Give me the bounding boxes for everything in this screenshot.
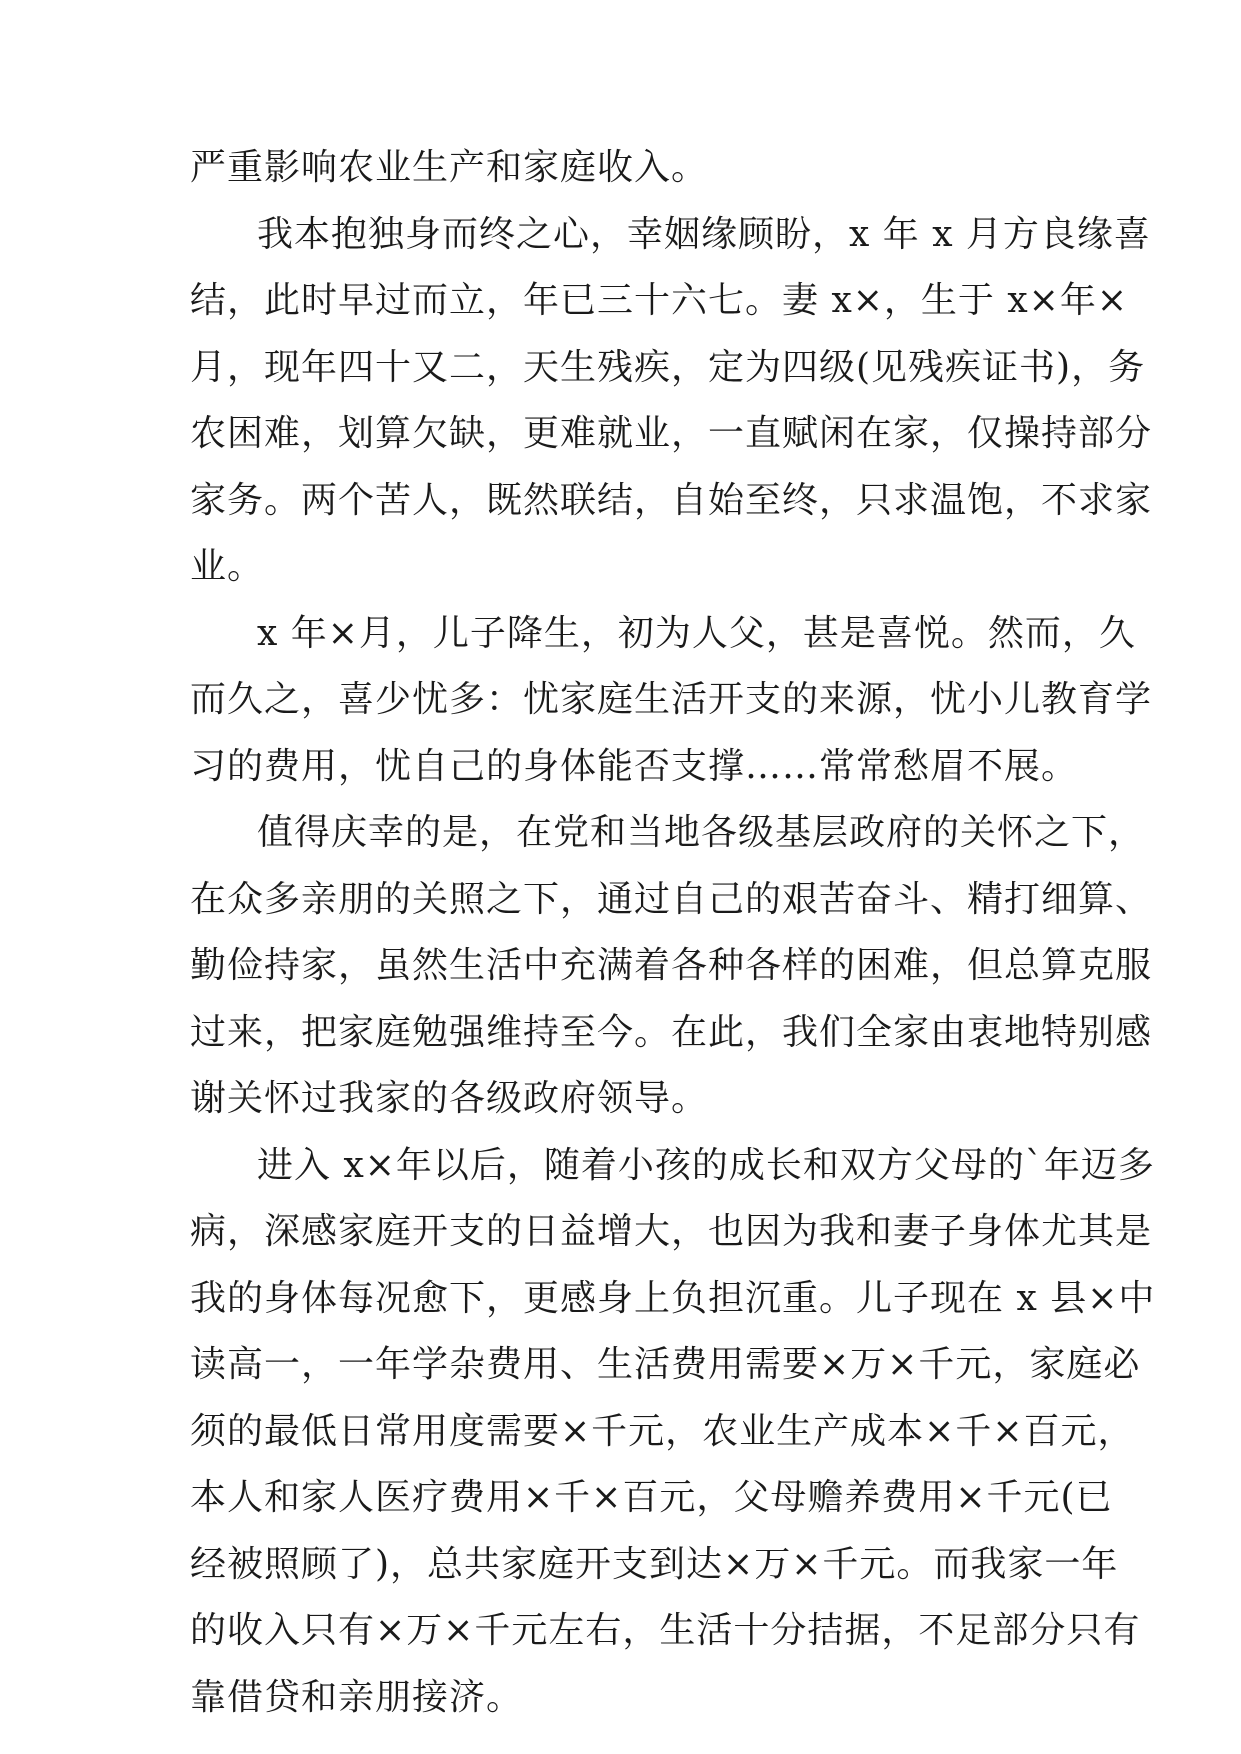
paragraph-first-line: x 年×月，儿子降生，初为人父，甚是喜悦。然而，久 — [257, 613, 1136, 654]
text-line: 病，深感家庭开支的日益增大，也因为我和妻子身体尤其是 — [190, 1211, 1153, 1252]
text-line: 靠借贷和亲朋接济。 — [190, 1677, 524, 1718]
text-line: 月，现年四十又二，天生残疾，定为四级(见残疾证书)，务 — [190, 347, 1146, 388]
text-line: 家务。两个苦人，既然联结，自始至终，只求温饱，不求家 — [190, 480, 1153, 521]
text-line: 本人和家人医疗费用×千×百元，父母赡养费用×千元(已 — [190, 1477, 1113, 1518]
text-line: 经被照顾了)，总共家庭开支到达×万×千元。而我家一年 — [190, 1544, 1119, 1585]
text-line: 过来，把家庭勉强维持至今。在此，我们全家由衷地特别感 — [190, 1012, 1153, 1053]
text-line: 在众多亲朋的关照之下，通过自己的艰苦奋斗、精打细算、 — [190, 879, 1153, 920]
text-line: 读高一，一年学杂费用、生活费用需要×万×千元，家庭必 — [190, 1344, 1141, 1385]
text-line: 严重影响农业生产和家庭收入。 — [190, 147, 709, 188]
paragraph-first-line: 我本抱独身而终之心，幸姻缘顾盼，x 年 x 月方良缘喜 — [257, 214, 1151, 255]
paragraph-first-line: 值得庆幸的是，在党和当地各级基层政府的关怀之下， — [257, 812, 1146, 853]
text-line: 业。 — [190, 546, 265, 587]
text-line: 的收入只有×万×千元左右，生活十分拮据，不足部分只有 — [190, 1610, 1141, 1651]
text-line: 结，此时早过而立，年已三十六七。妻 x×，生于 x×年× — [190, 280, 1128, 321]
text-line: 而久之，喜少忧多：忧家庭生活开支的来源，忧小儿教育学 — [190, 679, 1153, 720]
text-line: 我的身体每况愈下，更感身上负担沉重。儿子现在 x 县×中 — [190, 1278, 1156, 1319]
text-line: 勤俭持家，虽然生活中充满着各种各样的困难，但总算克服 — [190, 945, 1153, 986]
text-line: 习的费用，忧自己的身体能否支撑……常常愁眉不展。 — [190, 746, 1079, 787]
text-line: 农困难，划算欠缺，更难就业，一直赋闲在家，仅操持部分 — [190, 413, 1153, 454]
text-line: 谢关怀过我家的各级政府领导。 — [190, 1078, 709, 1119]
text-line: 须的最低日常用度需要×千元，农业生产成本×千×百元， — [190, 1411, 1135, 1452]
paragraph-first-line: 进入 x×年以后，随着小孩的成长和双方父母的`年迈多 — [257, 1145, 1155, 1186]
